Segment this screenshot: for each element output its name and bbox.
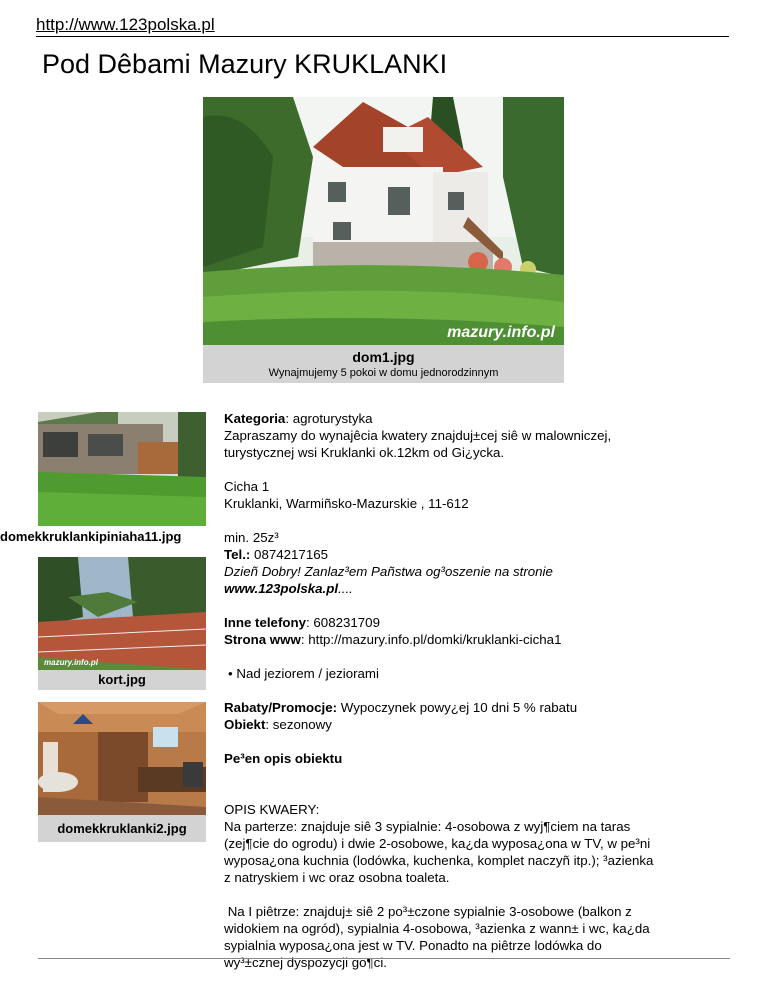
main-photo-caption [203,345,564,383]
main-photo-filename: dom1.jpg [352,349,415,365]
object-value: : sezonowy [265,717,332,732]
watermark-text: mazury.info.pl [447,324,555,341]
intro-line-2: turystycznej wsi Kruklanki ok.12km od Gi¿ycka. [224,445,505,460]
category-value: : agroturystyka [285,411,373,426]
thumb-tennis-court-photo [38,557,206,670]
thumb-1-filename: domekkruklankipiniaha11.jpg [0,529,182,544]
object-line [224,716,744,733]
price-line: min. 25z³ [224,530,279,545]
www-link[interactable]: : http://mazury.info.pl/domki/kruklanki-cicha1 [300,632,562,647]
category-label: Kategoria [224,411,286,426]
page-title: Pod Dêbami Mazury KRUKLANKI [42,49,448,79]
tel-value: 0874217165 [250,547,329,562]
interior-illustration [38,702,206,815]
phones-label: Inne telefony [224,615,307,630]
discount-value: Wypoczynek powy¿ej 10 dni 5 % rabatu [337,700,578,715]
discount-label: Rabaty/Promocje: [224,700,338,715]
opis-line: OPIS KWAERY: [224,802,320,817]
city-address: Kruklanki, Warmiñsko-Mazurskie , 11-612 [224,496,469,511]
promo-line-1: Dzieñ Dobry! Zanlaz³em Pañstwa og³oszenie na stronie [224,564,553,579]
phones-value: : 608231709 [306,615,380,630]
thumb-interior-photo [38,702,206,815]
object-label: Obiekt [224,717,266,732]
thumb-3-caption: domekkruklanki2.jpg [38,815,206,842]
floor-line: widokiem na ogród), sypialnia 4-osobowa, ³azienka z wann± i wc, ka¿da [224,921,650,936]
www-label: Strona www [224,632,301,647]
street-address: Cicha 1 [224,479,270,494]
full-description-heading [224,750,744,767]
main-house-photo [203,97,564,345]
category-line [224,410,744,427]
floor-line: Na I piêtrze: znajduj± siê 2 po³±czone sypialnie 3-osobowe (balkon z [224,904,632,919]
full-description-heading-text: Pe³en opis obiektu [224,751,343,766]
opis-line: z natryskiem i wc oraz osobna toaleta. [224,870,450,885]
floor-line: sypialnia wyposa¿ona jest w TV. Ponadto na piêtrze lodówka do [224,938,602,953]
opis-line: (zej¶cie do ogrodu) i dwie 2-osobowe, ka¿da wyposa¿ona w TV, w pe³ni [224,836,651,851]
bottom-divider [38,958,730,959]
promo-suffix: .... [338,581,353,596]
www-line [224,631,744,648]
url-header [36,14,729,37]
thumb-2-caption: kort.jpg [38,670,206,690]
site-url-link[interactable]: http://www.123polska.pl [36,15,215,34]
discount-line [224,699,744,716]
tel-label: Tel.: [224,547,251,562]
phones-line [224,614,744,631]
tennis-court-illustration [38,557,206,670]
opis-line: wyposa¿ona kuchnia (lodówka, kuchenka, komplet naczyñ itp.); ³azienka [224,853,654,868]
promo-line-2 [224,580,744,597]
intro-line-1: Zapraszamy do wynajêcia kwatery znajduj±cej siê w malowniczej, [224,428,612,443]
floor-line: wy³±cznej dyspozycji go¶ci. [224,955,387,970]
cabin-illustration [38,412,206,526]
feature-bullet: • Nad jeziorem / jeziorami [228,666,379,681]
tel-line [224,546,744,563]
house-illustration [203,97,564,345]
main-photo-description: Wynajmujemy 5 pokoi w domu jednorodzinnym [268,367,499,379]
listing-details [224,410,744,971]
promo-site-link[interactable]: www.123polska.pl [224,581,339,596]
thumb-watermark: mazury.info.pl [44,658,98,667]
thumb-cabin-photo [38,412,206,526]
opis-line: Na parterze: znajduje siê 3 sypialnie: 4-osobowa z wyj¶ciem na taras [224,819,631,834]
